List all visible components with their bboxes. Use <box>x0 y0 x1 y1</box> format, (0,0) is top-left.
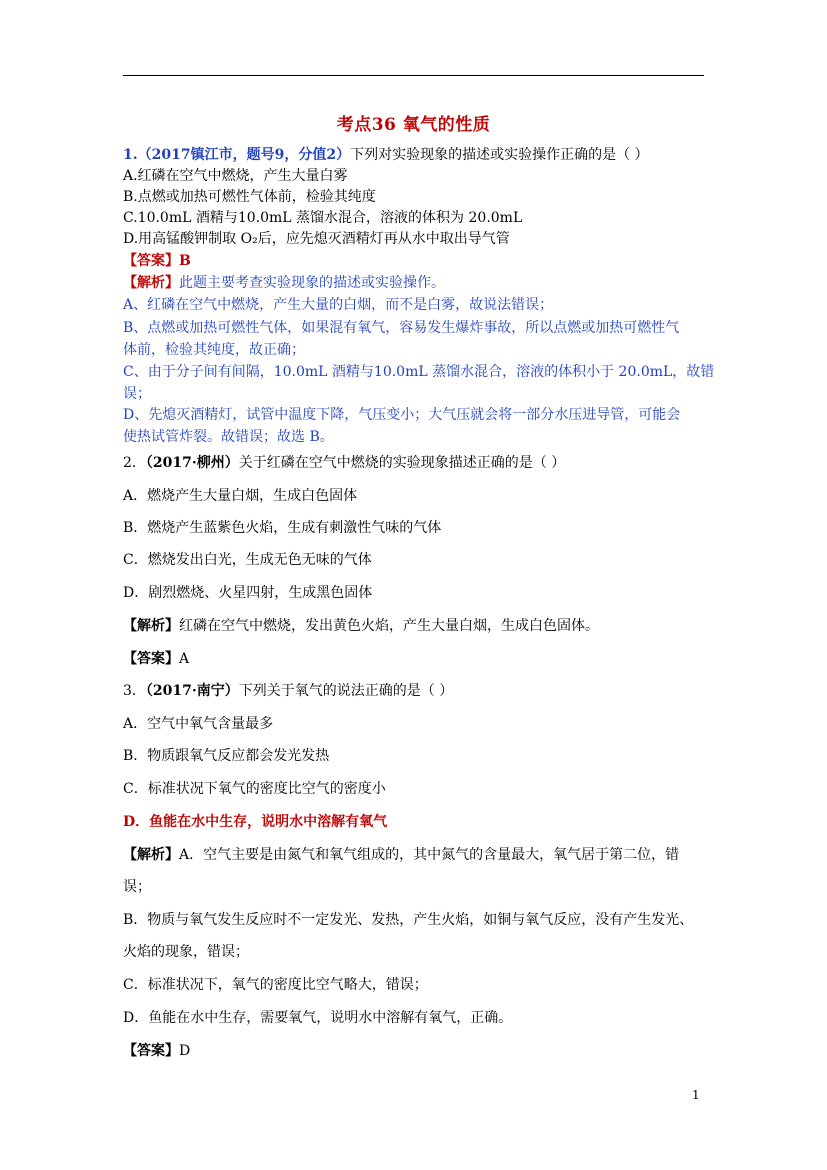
q1-option-c: C.10.0mL 酒精与10.0mL 蒸馏水混合，溶液的体积为 20.0mL <box>123 210 523 226</box>
q3-analysis-c: C．标准状况下，氧气的密度比空气略大，错误； <box>123 977 428 993</box>
q3-analysis-b: B．物质与氧气发生反应时不一定发光、发热，产生火焰，如铜与氧气反应，没有产生发光、 <box>123 912 694 928</box>
q2-option-a: A．燃烧产生大量白烟，生成白色固体 <box>123 488 358 504</box>
q1-option-d: D.用高锰酸钾制取 O₂后，应先熄灭酒精灯再从水中取出导气管 <box>123 231 510 247</box>
q1-analysis-d: D、先熄灭酒精灯，试管中温度下降，气压变小；大气压就会将一部分水压进导管，可能会 <box>123 407 681 423</box>
q2-answer-line <box>123 649 189 669</box>
q3-analysis-d: D．鱼能在水中生存，需要氧气，说明水中溶解有氧气，正确。 <box>123 1010 513 1026</box>
q1-analysis-c: C、由于分子间有间隔，10.0mL 酒精与10.0mL 蒸馏水混合，溶液的体积小于 20.0mL，故错 <box>123 364 715 380</box>
q3-option-a: A．空气中氧气含量最多 <box>123 716 274 732</box>
q2-answer: A <box>179 651 190 667</box>
header-rule <box>123 75 704 76</box>
q3-number: 3． <box>123 683 146 699</box>
q1-analysis-b-cont: 体前，检验其纯度，故正确； <box>123 342 305 358</box>
q3-option-b: B．物质跟氧气反应都会发光发热 <box>123 748 330 764</box>
page-title: 考点36 氧气的性质 <box>336 115 491 135</box>
q1-number: 1. <box>123 147 138 163</box>
q1-analysis-a: A、红磷在空气中燃烧，产生大量的白烟，而不是白雾，故说法错误； <box>123 297 554 313</box>
q2-source: （2017·柳州） <box>145 455 239 471</box>
q1-answer-line <box>123 251 191 271</box>
q1-analysis-d-cont: 使热试管炸裂。故错误；故选 B。 <box>123 429 334 445</box>
q2-option-d: D．剧烈燃烧、火星四射，生成黑色固体 <box>123 585 373 601</box>
q2-analysis: 红磷在空气中燃烧，发出黄色火焰，产生大量白烟，生成白色固体。 <box>179 618 599 634</box>
q1-analysis-b: B、点燃或加热可燃性气体，如果混有氧气，容易发生爆炸事故，所以点燃或加热可燃性气 <box>123 320 680 336</box>
q2-stem: 关于红磷在空气中燃烧的实验现象描述正确的是（ ） <box>238 455 566 471</box>
q3-source: （2017·南宁） <box>145 683 239 699</box>
q3-analysis-line <box>123 845 679 865</box>
q3-option-c: C．标准状况下氧气的密度比空气的密度小 <box>123 781 386 797</box>
q1-option-a: A.红磷在空气中燃烧，产生大量白雾 <box>123 168 348 184</box>
q1-answer-tag: 【答案】 <box>123 253 179 269</box>
q3-answer: D <box>179 1043 191 1059</box>
q3-analysis-a-cont: 误； <box>123 879 151 895</box>
q1-stem-line <box>123 145 649 165</box>
q2-option-b: B．燃烧产生蓝紫色火焰，生成有刺激性气味的气体 <box>123 520 442 536</box>
q1-analysis-line <box>123 273 445 293</box>
q2-analysis-tag: 【解析】 <box>123 618 179 634</box>
q2-answer-tag: 【答案】 <box>123 651 179 667</box>
q3-stem-line <box>123 681 453 701</box>
q2-analysis-line <box>123 616 599 636</box>
page-number: 1 <box>692 1088 700 1102</box>
q3-stem: 下列关于氧气的说法正确的是（ ） <box>238 683 454 699</box>
q1-answer: B <box>179 253 191 269</box>
q1-source: （2017镇江市，题号9，分值2） <box>137 147 351 163</box>
q1-option-b: B.点燃或加热可燃性气体前，检验其纯度 <box>123 189 376 205</box>
q2-number: 2． <box>123 455 146 471</box>
q1-analysis-tag: 【解析】 <box>123 275 179 291</box>
q1-analysis-intro: 此题主要考查实验现象的描述或实验操作。 <box>179 275 445 291</box>
q2-option-c: C．燃烧发出白光，生成无色无味的气体 <box>123 552 372 568</box>
q3-answer-tag: 【答案】 <box>123 1043 179 1059</box>
q3-analysis-a: A．空气主要是由氮气和氧气组成的，其中氮气的含量最大，氧气居于第二位，错 <box>179 847 680 863</box>
q2-stem-line <box>123 453 565 473</box>
q1-stem: 下列对实验现象的描述或实验操作正确的是（ ） <box>350 147 649 163</box>
q3-analysis-b-cont: 火焰的现象，错误； <box>123 944 249 960</box>
q3-analysis-tag: 【解析】 <box>123 847 179 863</box>
q1-analysis-c-cont: 误； <box>123 386 151 402</box>
q3-option-d: D．鱼能在水中生存，说明水中溶解有氧气 <box>123 814 388 830</box>
q3-answer-line <box>123 1041 190 1061</box>
